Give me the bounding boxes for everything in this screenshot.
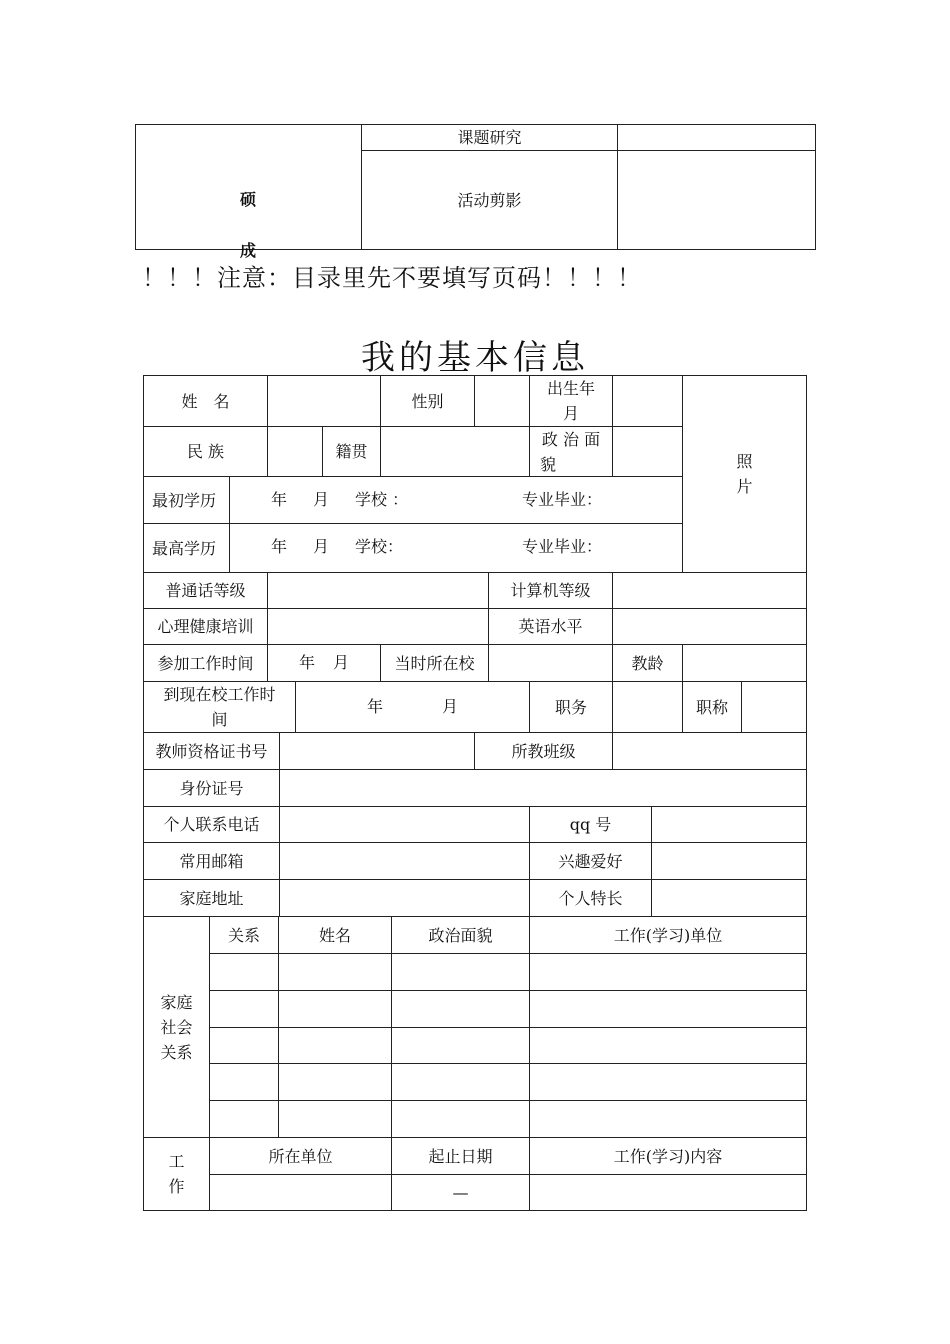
current-month: 月 xyxy=(442,697,459,716)
label-birth-line1: 出生年 xyxy=(546,379,595,398)
photo-box[interactable] xyxy=(682,375,807,573)
family-header-unit: 工作(学习)单位 xyxy=(529,916,807,954)
work-header-dates: 起止日期 xyxy=(391,1137,530,1175)
first-edu-major: 专业毕业： xyxy=(522,490,603,509)
label-mandarin: 普通话等级 xyxy=(143,572,268,609)
label-then-school: 当时所在校 xyxy=(380,644,489,682)
label-birth-line2: 月 xyxy=(562,404,579,423)
field-join-work[interactable] xyxy=(267,644,381,682)
field-mandarin[interactable] xyxy=(267,572,489,609)
family-row-5-name[interactable] xyxy=(278,1100,392,1138)
label-qq: qq 号 xyxy=(529,806,652,843)
work-row-1-unit[interactable] xyxy=(209,1174,392,1211)
family-row-2-unit[interactable] xyxy=(529,990,807,1028)
family-header-name: 姓名 xyxy=(278,916,392,954)
field-highest-edu[interactable] xyxy=(229,523,683,573)
label-id-no: 身份证号 xyxy=(143,769,280,807)
label-current-line1: 到现在校工作时 xyxy=(163,685,276,704)
label-family-line2: 社会 xyxy=(160,1017,193,1037)
family-row-2-political[interactable] xyxy=(391,990,530,1028)
highest-edu-year: 年 xyxy=(271,537,288,556)
field-position[interactable] xyxy=(612,681,683,733)
label-birth xyxy=(529,375,613,427)
label-current-school xyxy=(143,681,296,733)
label-email: 常用邮箱 xyxy=(143,842,280,880)
field-name[interactable] xyxy=(267,375,381,427)
current-year: 年 xyxy=(367,697,384,716)
family-row-3-relation[interactable] xyxy=(209,1027,279,1064)
field-then-school[interactable] xyxy=(488,644,613,682)
label-first-edu: 最初学历 xyxy=(143,476,230,524)
family-row-1-political[interactable] xyxy=(391,953,530,991)
label-work-line2: 作 xyxy=(168,1177,185,1196)
join-work-year: 年 xyxy=(299,653,316,672)
family-row-2-relation[interactable] xyxy=(209,990,279,1028)
field-teaching-age[interactable] xyxy=(682,644,807,682)
family-row-1-unit[interactable] xyxy=(529,953,807,991)
family-row-3-name[interactable] xyxy=(278,1027,392,1064)
field-native-place[interactable] xyxy=(380,426,530,477)
field-mental[interactable] xyxy=(267,608,489,645)
field-address[interactable] xyxy=(279,879,530,917)
page-title: 我的基本信息 xyxy=(361,338,589,378)
join-work-month: 月 xyxy=(333,653,350,672)
field-qq[interactable] xyxy=(651,806,807,843)
family-row-1-relation[interactable] xyxy=(209,953,279,991)
family-row-4-relation[interactable] xyxy=(209,1063,279,1101)
label-ethnicity: 民 族 xyxy=(143,426,268,477)
field-gender[interactable] xyxy=(474,375,530,427)
label-work-line1: 工 xyxy=(168,1152,185,1171)
first-edu-year: 年 xyxy=(271,490,288,509)
label-classes: 所教班级 xyxy=(474,732,613,770)
label-address: 家庭地址 xyxy=(143,879,280,917)
label-specialty: 个人特长 xyxy=(529,879,652,917)
family-row-3-unit[interactable] xyxy=(529,1027,807,1064)
field-specialty[interactable] xyxy=(651,879,807,917)
family-row-5-relation[interactable] xyxy=(209,1100,279,1138)
label-family xyxy=(143,916,210,1138)
first-edu-school: 学校 ： xyxy=(355,490,409,509)
label-position: 职务 xyxy=(529,681,613,733)
family-row-5-unit[interactable] xyxy=(529,1100,807,1138)
label-work xyxy=(143,1137,210,1211)
first-edu-month: 月 xyxy=(313,490,330,509)
family-row-3-political[interactable] xyxy=(391,1027,530,1064)
field-id-no[interactable] xyxy=(279,769,807,807)
label-join-work: 参加工作时间 xyxy=(143,644,268,682)
top-table-row2-value[interactable] xyxy=(617,150,816,250)
label-current-line2: 间 xyxy=(211,710,228,729)
label-name: 姓 名 xyxy=(143,375,268,427)
field-birth[interactable] xyxy=(612,375,683,427)
label-teaching-age: 教龄 xyxy=(612,644,683,682)
label-family-line3: 关系 xyxy=(160,1042,193,1062)
notice-text: ！！！注意：目录里先不要填写页码！！！！ xyxy=(142,264,642,292)
highest-edu-month: 月 xyxy=(313,537,330,556)
top-table-side-char-1: 硕 xyxy=(240,190,257,209)
highest-edu-school: 学校： xyxy=(355,537,404,556)
top-table-side-cell xyxy=(135,124,362,250)
family-row-4-unit[interactable] xyxy=(529,1063,807,1101)
label-title-rank: 职称 xyxy=(682,681,742,733)
label-political-line1: 政 治 面 xyxy=(541,429,601,449)
photo-label-2: 片 xyxy=(736,477,753,496)
top-table-side-char-2: 成 xyxy=(240,241,257,260)
field-title-rank[interactable] xyxy=(741,681,807,733)
label-english: 英语水平 xyxy=(488,608,613,645)
label-gender: 性别 xyxy=(380,375,475,427)
field-first-edu[interactable] xyxy=(229,476,683,524)
family-row-4-name[interactable] xyxy=(278,1063,392,1101)
top-table-row2-label: 活动剪影 xyxy=(361,150,618,250)
field-email[interactable] xyxy=(279,842,530,880)
work-header-unit: 所在单位 xyxy=(209,1137,392,1175)
label-hobby: 兴趣爱好 xyxy=(529,842,652,880)
family-row-2-name[interactable] xyxy=(278,990,392,1028)
family-row-5-political[interactable] xyxy=(391,1100,530,1138)
field-phone[interactable] xyxy=(279,806,530,843)
label-political xyxy=(529,426,613,477)
label-mental: 心理健康培训 xyxy=(143,608,268,645)
work-row-1-dates[interactable]: — xyxy=(391,1174,530,1211)
family-header-relation: 关系 xyxy=(209,916,279,954)
family-header-political: 政治面貌 xyxy=(391,916,530,954)
label-computer: 计算机等级 xyxy=(488,572,613,609)
field-hobby[interactable] xyxy=(651,842,807,880)
field-current-school[interactable] xyxy=(295,681,530,733)
work-row-1-content[interactable] xyxy=(529,1174,807,1211)
photo-label-1: 照 xyxy=(736,452,753,471)
label-native-place: 籍贯 xyxy=(322,426,381,477)
label-phone: 个人联系电话 xyxy=(143,806,280,843)
field-classes[interactable] xyxy=(612,732,807,770)
highest-edu-major: 专业毕业： xyxy=(522,537,603,556)
top-table-row1-label: 课题研究 xyxy=(361,124,618,151)
field-cert-no[interactable] xyxy=(279,732,475,770)
family-row-1-name[interactable] xyxy=(278,953,392,991)
family-row-4-political[interactable] xyxy=(391,1063,530,1101)
label-cert-no: 教师资格证书号 xyxy=(143,732,280,770)
field-computer[interactable] xyxy=(612,572,807,609)
field-english[interactable] xyxy=(612,608,807,645)
field-political[interactable] xyxy=(612,426,683,477)
label-family-line1: 家庭 xyxy=(160,992,193,1012)
field-ethnicity[interactable] xyxy=(267,426,323,477)
label-political-line2: 貌 xyxy=(540,454,557,474)
work-header-content: 工作(学习)内容 xyxy=(529,1137,807,1175)
top-table-row1-value[interactable] xyxy=(617,124,816,151)
label-highest-edu: 最高学历 xyxy=(143,523,230,573)
